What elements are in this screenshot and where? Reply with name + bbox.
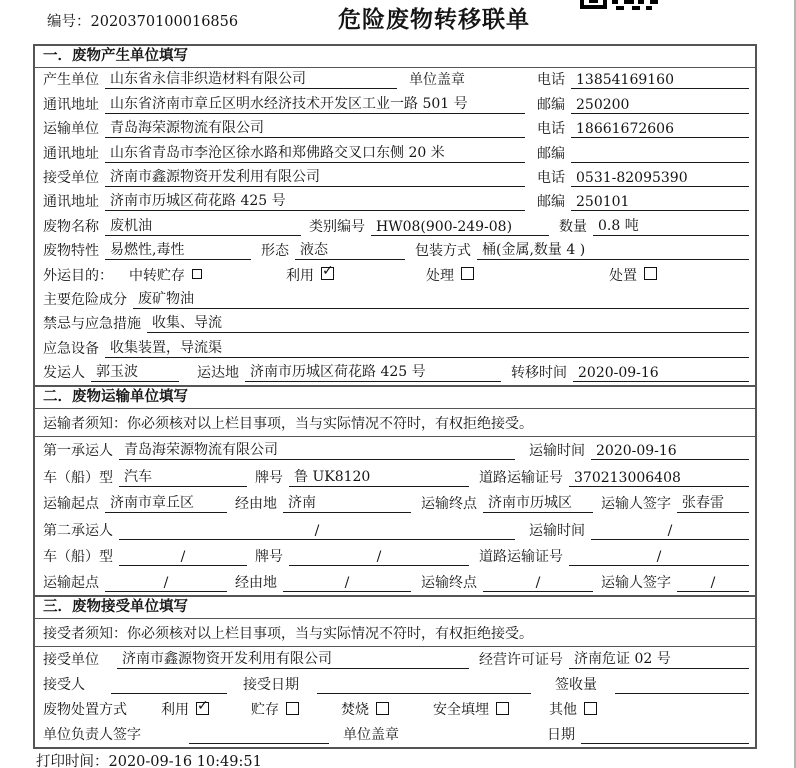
option-reuse <box>161 699 209 719</box>
route-row <box>35 490 755 516</box>
second-carrier-row <box>35 516 755 542</box>
phone-label: 电话 <box>537 121 565 138</box>
qr-code-icon <box>580 0 662 11</box>
receive-unit-row-2 <box>35 647 755 672</box>
postcode-value: 250200 <box>571 97 749 114</box>
waste-traits-row <box>35 239 755 263</box>
transfer-time-value: 2020-09-16 <box>573 365 749 382</box>
form-number <box>47 10 238 31</box>
produce-unit-value: 山东省永信非织造材料有限公司 <box>105 68 397 89</box>
unit-seal-label: 单位盖章 <box>409 72 465 89</box>
category-code-value: HW08(900-249-08) <box>371 219 549 236</box>
route-start-label: 运输起点 <box>43 496 99 513</box>
receive-address-row <box>35 190 755 214</box>
received-amount-value <box>615 677 749 694</box>
disposal-method-label: 废物处置方式 <box>43 702 127 719</box>
receiver-row <box>35 672 755 697</box>
receive-unit-label: 接受单位 <box>43 652 99 669</box>
route-end-label: 运输终点 <box>421 496 477 513</box>
second-carrier-value: / <box>119 523 515 540</box>
destination-value: 济南市历城区荷花路 425 号 <box>245 361 501 382</box>
road-permit-value: 370213006408 <box>569 470 749 487</box>
option-label: 安全填埋 <box>433 702 489 719</box>
postcode-group <box>535 94 749 114</box>
taboo-measures-value: 收集、导流 <box>147 312 749 333</box>
postcode-label: 邮编 <box>537 145 565 162</box>
postcode-group <box>535 143 749 163</box>
produce-address-row <box>35 92 755 116</box>
road-permit-label: 道路运输证号 <box>479 549 563 566</box>
landfill-checkbox <box>496 702 509 715</box>
postcode-value: 250101 <box>571 194 749 211</box>
carrier-signature-label: 运输人签字 <box>601 496 671 513</box>
treat-checkbox <box>461 267 474 280</box>
storage-checkbox <box>286 702 299 715</box>
vehicle-row <box>35 463 755 489</box>
receiver-value <box>111 677 227 694</box>
unit-seal-label: 单位盖章 <box>343 727 399 744</box>
option-label: 利用 <box>161 702 189 719</box>
transfer-time-label: 转移时间 <box>511 365 567 382</box>
packaging-value: 桶(金属,数量 4 ) <box>477 239 749 260</box>
print-time-label: 打印时间： <box>36 754 109 768</box>
packaging-label: 包装方式 <box>415 243 471 260</box>
license-number-label: 经营许可证号 <box>479 652 563 669</box>
incinerate-checkbox <box>376 702 389 715</box>
transport-time-value: / <box>591 523 749 540</box>
reuse-checkbox <box>196 702 209 715</box>
transport-unit-value: 青岛海荣源物流有限公司 <box>105 117 525 138</box>
hazard-component-value: 废矿物油 <box>133 288 749 309</box>
transporter-notice: 运输者须知：你必须核对以上栏目事项，当与实际情况不符时，有权拒绝接受。 <box>35 409 755 437</box>
plate-number-value: / <box>289 549 469 566</box>
phone-label: 电话 <box>537 169 565 186</box>
emergency-equipment-value: 收集装置，导流渠 <box>105 337 749 358</box>
receiver-label: 接受人 <box>43 677 85 694</box>
address-value: 济南市历城区荷花路 425 号 <box>105 190 525 211</box>
dispose-checkbox <box>644 267 657 280</box>
postcode-label: 邮编 <box>537 194 565 211</box>
form-state-label: 形态 <box>261 243 289 260</box>
vehicle-type-value: 汽车 <box>119 466 247 487</box>
produce-unit-row <box>35 68 755 92</box>
produce-unit-label: 产生单位 <box>43 72 99 89</box>
dispatch-row <box>35 361 755 385</box>
option-transfer-storage <box>129 265 202 285</box>
phone-group <box>535 167 749 187</box>
other-checkbox <box>584 702 597 715</box>
dispatcher-value: 郭玉波 <box>91 361 179 382</box>
option-label: 处理 <box>426 267 454 284</box>
receive-unit-value: 济南市鑫源物资开发利用有限公司 <box>105 166 525 187</box>
emergency-equipment-label: 应急设备 <box>43 340 99 357</box>
section1-header: 一．废物产生单位填写 <box>35 46 755 68</box>
route-start-value: 济南市章丘区 <box>105 492 227 513</box>
phone-value: 13854169160 <box>571 72 749 89</box>
destination-label: 运达地 <box>197 365 239 382</box>
receive-date-label: 接受日期 <box>243 677 299 694</box>
address-value: 山东省济南市章丘区明水经济技术开发区工业一路 501 号 <box>105 93 525 114</box>
emergency-equipment-row <box>35 336 755 360</box>
transport-time-label: 运输时间 <box>529 443 585 460</box>
phone-value: 18661672606 <box>571 121 749 138</box>
transport-unit-label: 运输单位 <box>43 121 99 138</box>
quantity-label: 数量 <box>559 218 587 235</box>
carrier-signature-value: 张春雷 <box>677 492 749 513</box>
waste-traits-value: 易燃性,毒性 <box>105 239 251 260</box>
route-via-value: 济南 <box>283 492 411 513</box>
waste-name-value: 废机油 <box>105 215 301 236</box>
transport-time-value: 2020-09-16 <box>591 443 749 460</box>
responsible-signature-label: 单位负责人签字 <box>43 727 141 744</box>
receive-unit-row <box>35 166 755 190</box>
receive-date-value <box>317 677 531 694</box>
option-other <box>549 699 597 719</box>
option-storage <box>251 699 299 719</box>
waste-name-row <box>35 214 755 238</box>
route-end-label: 运输终点 <box>421 575 477 592</box>
phone-value: 0531-82095390 <box>571 170 749 187</box>
outbound-purpose-label: 外运目的： <box>43 267 113 284</box>
disposal-method-row <box>35 697 755 722</box>
print-time <box>36 750 262 768</box>
address-value: 山东省青岛市李沧区徐水路和郑佛路交叉口东侧 20 米 <box>105 142 525 163</box>
address-label: 通讯地址 <box>43 145 99 162</box>
waste-traits-label: 废物特性 <box>43 243 99 260</box>
route-end-value: 济南市历城区 <box>483 492 593 513</box>
road-permit-label: 道路运输证号 <box>479 469 563 486</box>
route-start-label: 运输起点 <box>43 575 99 592</box>
vehicle-type-label: 车（船）型 <box>43 469 113 486</box>
receiver-notice: 接受者须知：你必须核对以上栏目事项，当与实际情况不符时，有权拒绝接受。 <box>35 619 755 647</box>
quantity-value: 0.8 吨 <box>593 215 749 236</box>
carrier-signature-value: / <box>677 575 749 592</box>
form-number-label: 编号： <box>47 14 91 30</box>
address-label: 通讯地址 <box>43 194 99 211</box>
route-via-label: 经由地 <box>235 575 277 592</box>
form-number-value: 2020370100016856 <box>90 14 239 30</box>
manifest-form <box>33 44 757 749</box>
option-reuse <box>286 265 334 285</box>
license-number-value: 济南危证 02 号 <box>569 648 749 669</box>
dispatcher-label: 发运人 <box>43 365 85 382</box>
first-carrier-label: 第一承运人 <box>43 443 113 460</box>
route-via-value: / <box>283 575 411 592</box>
postcode-value <box>571 146 749 163</box>
hazard-component-row <box>35 288 755 312</box>
option-label: 焚烧 <box>341 702 369 719</box>
phone-group <box>535 118 749 138</box>
option-treat <box>426 265 474 285</box>
second-carrier-label: 第二承运人 <box>43 522 113 539</box>
section2-header: 二．废物运输单位填写 <box>35 385 755 409</box>
transport-address-row <box>35 141 755 165</box>
vehicle-type-label: 车（船）型 <box>43 549 113 566</box>
option-incinerate <box>341 699 389 719</box>
category-code-label: 类别编号 <box>309 218 365 235</box>
reuse-checkbox <box>321 267 334 280</box>
responsible-signature-row <box>35 722 755 747</box>
first-carrier-row <box>35 437 755 463</box>
transport-time-label: 运输时间 <box>529 522 585 539</box>
waste-name-label: 废物名称 <box>43 218 99 235</box>
transport-unit-row <box>35 117 755 141</box>
route-via-label: 经由地 <box>235 496 277 513</box>
phone-label: 电话 <box>537 72 565 89</box>
option-label: 利用 <box>286 267 314 284</box>
option-label: 其他 <box>549 702 577 719</box>
address-label: 通讯地址 <box>43 96 99 113</box>
section3-header: 三．废物接受单位填写 <box>35 595 755 619</box>
page-title: 危险废物转移联单 <box>338 7 530 33</box>
plate-number-label: 牌号 <box>255 549 283 566</box>
outbound-purpose-row <box>35 263 755 287</box>
plate-number-value: 鲁 UK8120 <box>289 466 469 487</box>
plate-number-label: 牌号 <box>255 469 283 486</box>
route-end-value: / <box>483 575 593 592</box>
option-landfill <box>433 699 509 719</box>
transfer-storage-checkbox <box>192 269 202 279</box>
responsible-signature-value <box>189 727 329 744</box>
taboo-measures-row <box>35 312 755 336</box>
postcode-label: 邮编 <box>537 96 565 113</box>
vehicle-row-2 <box>35 543 755 569</box>
option-label: 处置 <box>609 267 637 284</box>
option-dispose <box>609 265 657 285</box>
receive-unit-label: 接受单位 <box>43 169 99 186</box>
option-label: 贮存 <box>251 702 279 719</box>
road-permit-value: / <box>569 549 749 566</box>
option-label: 中转贮存 <box>129 267 185 284</box>
hazard-component-label: 主要危险成分 <box>43 291 127 308</box>
vehicle-type-value: / <box>119 549 247 566</box>
date-value <box>581 727 749 744</box>
route-row-2 <box>35 569 755 595</box>
taboo-measures-label: 禁忌与应急措施 <box>43 316 141 333</box>
print-time-value: 2020-09-16 10:49:51 <box>108 754 262 768</box>
date-label: 日期 <box>547 727 575 744</box>
received-amount-label: 签收量 <box>555 677 597 694</box>
carrier-signature-label: 运输人签字 <box>601 575 671 592</box>
phone-group <box>535 69 749 89</box>
postcode-group <box>535 191 749 211</box>
form-state-value: 液态 <box>295 239 405 260</box>
route-start-value: / <box>105 575 227 592</box>
receive-unit-value: 济南市鑫源物资开发利用有限公司 <box>117 648 469 669</box>
first-carrier-value: 青岛海荣源物流有限公司 <box>119 439 515 460</box>
